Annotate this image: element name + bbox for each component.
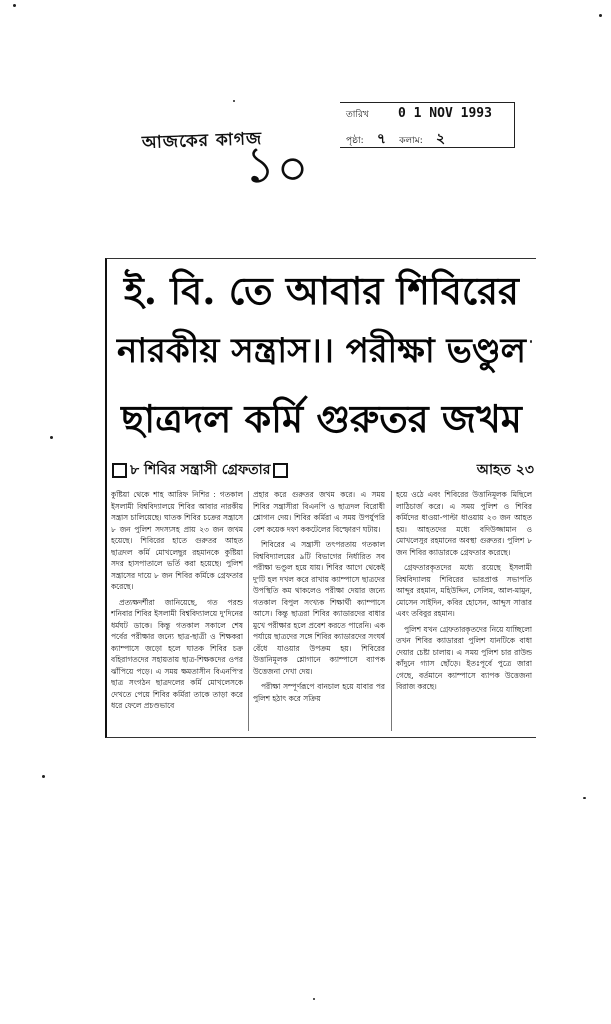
article-column-2: [253, 489, 385, 733]
scan-speck: [233, 100, 235, 102]
handwritten-note: ১০: [241, 134, 312, 200]
scan-speck: [42, 775, 45, 778]
subheadline-left-group: [109, 458, 291, 482]
square-bullet-icon: [273, 463, 288, 478]
news-clipping: [105, 258, 536, 738]
stamp-page-label: পৃষ্ঠা: [346, 136, 361, 146]
scan-speck: [599, 14, 602, 17]
article-paragraph: কুষ্টিয়া থেকে শাহ আরিফ নিশির : গতকাল ইসলামী বিশ্ববিদ্যালয়ে শিবির আবার নারকীয় সন্ত্রাস চালিয়েছে। ঘাতক শিবির চক্রের সন্ত্রাসে ৮ জন পুলিশ সদস্যসহ প্রায় ২৩ জন জখম হয়েছে। শিবিরের হাতে গুরুতর আহত ছাত্রদল কর্মি মোখলেছুর রহমানকে কুষ্টিয়া সদর হাসপাতালে ভর্তি করা হয়েছে। পুলিশ সন্ত্রাসের দায়ে ৮ জন শিবির কর্মিকে গ্রেফতার করেছে।: [111, 490, 243, 591]
stamp-page-row: পৃষ্ঠা: ৭ কলাম: ২: [346, 131, 446, 147]
article-paragraph: প্রত্যক্ষদর্শীরা জানিয়েছে, গত পরশু শনিবার শিবির ইসলামী বিশ্ববিদ্যালয়ে দু'দিনের ধর্মঘট ডাকে। কিন্তু গতকাল সকালে শেষ পর্বের পরীক্ষার জন্যে ছাত্র-ছাত্রী ও শিক্ষকরা ক্যাম্পাসে জড়ো হলে ঘাতক শিবির চক্র বহিরাগতদের সহায়তায় ছাত্র-শিক্ষকদের ওপর ঝাঁপিয়ে পড়ে। এ সময় ক্ষমতাসীন বিএনপি'র ছাত্র সংগঠন ছাত্রদলের কর্মি মোখলেসকে দেখতে পেয়ে শিবির কর্মিরা তাকে তাড়া করে ধরে ফেলে প্রচণ্ডভাবে: [111, 597, 243, 710]
newspaper-name: আজকের কাগজ: [141, 128, 263, 154]
article-paragraph: হয়ে ওঠে এবং শিবিরের উত্তানিমূলক মিছিলে লাঠিচার্জ করে। এ সময় পুলিশ ও শিবির কর্মিদের ধাওয়া-পাল্টা ধাওয়ায় ২৩ জন আহত হয়। আহতদের মধ্যে বদিউজ্জামান ও মোখলেসুর রহমানের অবস্থা গুরুতর। পুলিশ ৮ জন শিবির ক্যাডারকে গ্রেফতার করেছে।: [396, 490, 532, 557]
stamp-date: 0 1 NOV 1993: [398, 106, 492, 121]
square-bullet-icon: [112, 463, 127, 478]
column-divider: [248, 491, 249, 731]
stamp-column-label: কলাম: [399, 136, 420, 146]
article-paragraph: গ্রেফতারকৃতদের মধ্যে রয়েছে ইসলামী বিশ্ববিদ্যালয় শিবিরের ভারপ্রাপ্ত সভাপতি আব্দুর রহমান, মহিউদ্দিন, সেলিম, আল-মামুন, মোসেন সাইদিন, কবির হোসেন, আব্দুস সাত্তার এবং তবিবুর রহমান।: [396, 563, 532, 618]
date-stamp: [340, 102, 515, 148]
scan-speck: [583, 797, 586, 799]
article-paragraph: পুলিশ যখন গ্রেফতারকৃতদের নিয়ে যাচ্ছিলো তখন শিবির ক্যাডাররা পুলিশ যানটিকে বাধা দেয়ার চেষ্টা চালায়। এ সময় পুলিশ চার রাউন্ড কাঁদুনে গ্যাস ছোঁড়ে। ইতঃপূর্বে পুত্রে জারা গেছে, বর্তমানে ক্যাম্পাসে ব্যাপক উত্তেজনা বিরাজ করছে।: [396, 624, 532, 691]
article-column-1: [111, 489, 243, 733]
article-column-3: [396, 489, 532, 733]
stamp-date-row: [346, 106, 492, 122]
column-divider: [391, 491, 392, 731]
subheadline-arrests: ৮ শিবির সন্ত্রাসী গ্রেফতার: [130, 462, 271, 478]
stamp-column-value: ২: [435, 131, 446, 147]
article-paragraph: পরীক্ষা সম্পূর্ণরূপে বানচাল হয়ে যাবার পর পুলিশ হঠাৎ করে সক্রিয়: [253, 682, 385, 703]
stamp-date-label: তারিখ: [346, 110, 369, 120]
scan-speck: [50, 436, 53, 439]
scan-speck: [313, 998, 315, 1000]
stamp-page-value: ৭: [376, 131, 386, 147]
headline-line-1: ই. বি. তে আবার শিবিরের: [124, 268, 519, 313]
headline-line-3: ছাত্রদল কর্মি গুরুতর জখম: [121, 396, 522, 441]
subheadline: [109, 459, 534, 481]
scan-speck: [13, 4, 16, 7]
headline-line-2: নারকীয় সন্ত্রাস।। পরীক্ষা ভণ্ডুল: [116, 331, 527, 371]
article-paragraph: শিবিরের এ সন্ত্রাসী তৎপরতায় গতকাল বিশ্ববিদ্যালয়ের ৯টি বিভাগের নির্ধারিত সব পরীক্ষা ভণ্ডুল হয়ে যায়। শিবির আগে থেকেই দু'টি হল দখল করে রাখায় ক্যাম্পাসে ছাত্রদের উপস্থিতি কম থাকলেও পরীক্ষা দেয়ার জন্যে গতকাল বিপুল সংখ্যক শিক্ষার্থী ক্যাম্পাসে আসে। কিন্তু ছাত্ররা শিবির ক্যাডারদের বাধার মুখে পরীক্ষার হলে প্রবেশ করতে পারেনি। এক পর্যায়ে ছাত্রদের সঙ্গে শিবির ক্যাডারদের সংঘর্ষ বেঁধে যাওয়ার উপক্রম হয়। শিবিরের উত্তানিমূলক শ্লোগানে ক্যাম্পাসে ব্যাপক উত্তেজনা দেখা দেয়।: [253, 540, 385, 676]
article-paragraph: প্রহার করে গুরুতর জখম করে। এ সময় শিবির সন্ত্রাসীরা বিএনপি ও ছাত্রদল বিরোধী শ্লোগান দেয়। শিবির কর্মিরা এ সময় উপর্যুপরি বেশ কয়েক দফা ককটেলের বিস্ফোরণ ঘটায়।: [253, 490, 385, 534]
subheadline-injured: আহত ২৩: [476, 462, 534, 478]
